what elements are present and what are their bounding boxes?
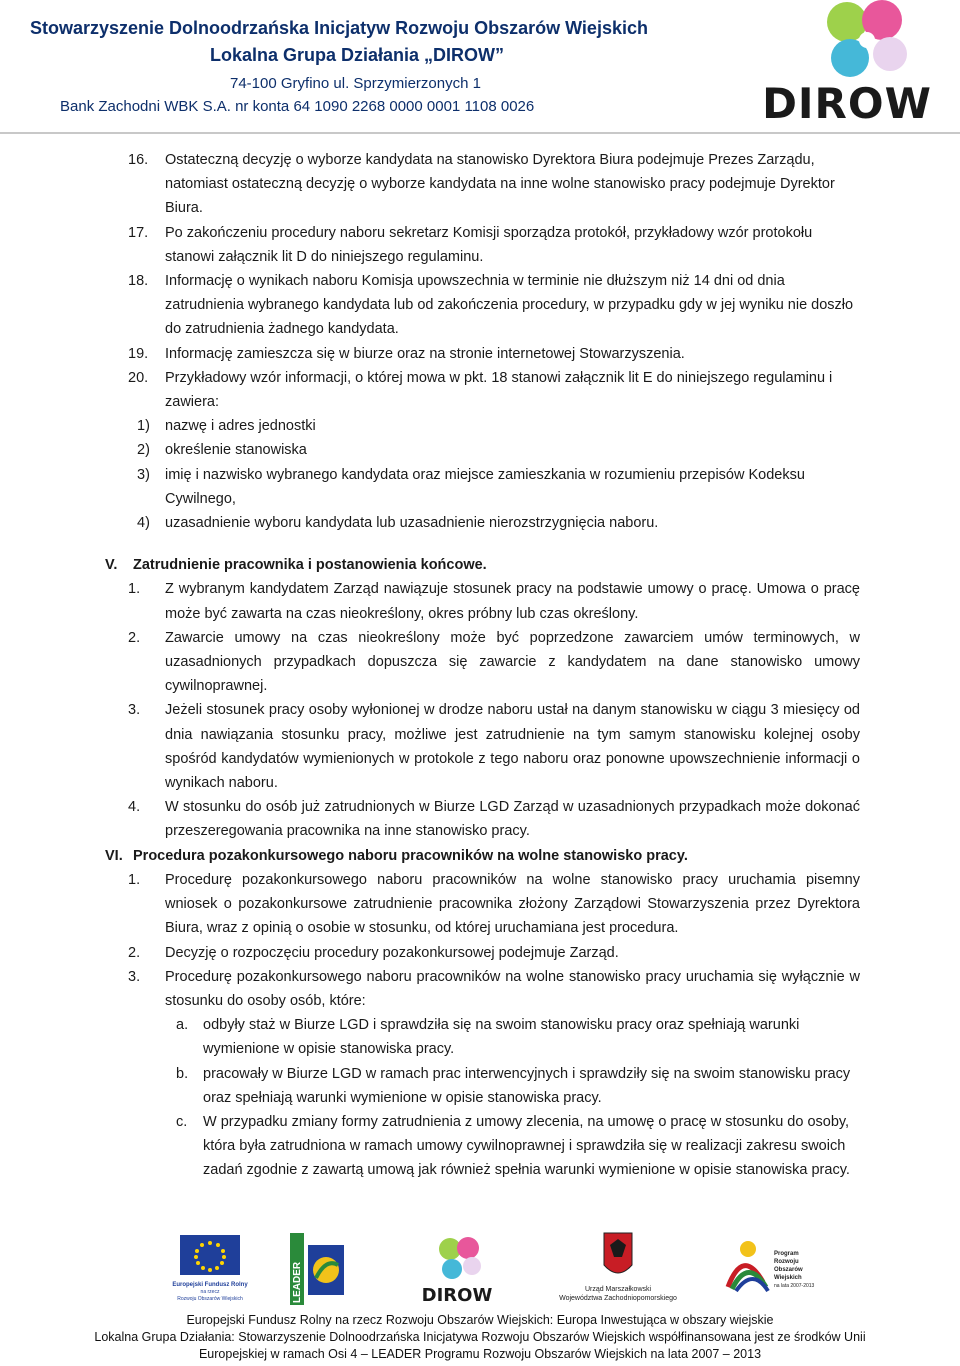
prow-logo [718,1227,828,1307]
info-contents-item-number: 2) [137,442,150,459]
section-5-item [0,626,960,699]
regulation-item-number: 17. [128,224,149,241]
section-6-sub-item-number: a. [176,1017,189,1034]
section-5-item-number: 4. [128,799,141,816]
info-contents-item [0,511,960,535]
regulation-item [0,221,960,269]
regulation-item-text: Przykładowy wzór informacji, o której mowa w pkt. 18 stanowi załącznik lit E do niniejszego regulaminu i zawiera: [165,369,833,411]
svg-text:Program: Program [774,1251,799,1257]
section-6-sub-item-number: c. [176,1113,188,1130]
regulation-item-text: Ostateczną decyzję o wyborze kandydata na stanowisko Dyrektora Biura podejmuje Prezes Zarządu, natomiast ostateczną decyzję o wyborze kandydata na inne wolne stanowisko pracy podejmuje Dyrektor Biura. [165,152,835,217]
section-5-item-text: Jeżeli stosunek pracy osoby wyłonionej w drodze naboru ustał na danym stanowisku w ciągu 3 miesięcy od dnia nawiązania stosunku pracy, możliwe jest zatrudnienie na tym samym stanowisku kolejnej osoby spośród kandydatów wymienionych w protokole z tego naboru oraz ponowne upowszechnienie informacji o wynikach naboru. [165,702,860,792]
bank-account: Bank Zachodni WBK S.A. nr konta 64 1090 2268 0000 0001 1108 0026 [60,98,535,115]
footer-logos [0,1225,960,1310]
section-6-item-text: Procedurę pozakonkursowego naboru pracowników na wolne stanowisko pracy uruchamia pisemny wniosek o pozakonkursowe zatrudnienie pracownika złożony Zarządowi Stowarzyszenia przez Dyrektora Biura, wraz z opinią o osobie w stosunku, od której uruchamiana jest procedura. [165,871,860,937]
org-name: Stowarzyszenie Dolnoodrzańska Inicjatyw Rozwoju Obszarów Wiejskich [30,18,648,38]
svg-text:Rozwoju: Rozwoju [774,1259,799,1265]
section-6-sub-item-text: pracowały w Biurze LGD w ramach prac interwencyjnych i sprawdziły się na swoim stanowisku pracy oraz spełniają warunki wymienione w opisie stanowiska pracy. [203,1065,851,1106]
footer-line-1: Europejski Fundusz Rolny na rzecz Rozwoju Obszarów Wiejskich: Europa Inwestująca w obszary wiejskie [186,1313,774,1327]
document-body [0,148,960,1183]
regulation-item [0,269,960,342]
section-6-item [0,941,960,965]
regulation-item-number: 16. [128,152,149,168]
header-divider [0,132,960,134]
footer-text [0,1312,960,1363]
section-5-item-number: 2. [128,629,141,646]
section-5-item [0,795,960,843]
info-contents-item-number: 3) [137,466,150,483]
svg-text:na lata 2007-2013: na lata 2007-2013 [774,1283,815,1289]
footer-line-3: Europejskiej w ramach Osi 4 – LEADER Programu Rozwoju Obszarów Wiejskich na lata 2007 – 2013 [198,1347,762,1361]
info-contents-item-text: uzasadnienie wyboru kandydata lub uzasadnienie nierozstrzygnięcia naboru. [165,515,659,532]
section-6-item [0,965,960,1013]
eu-flag-logo [160,1225,260,1305]
section-5-item [0,577,960,625]
dirow-footer-logo [412,1233,502,1308]
section-5-item [0,698,960,795]
section-5-heading: V. Zatrudnienie pracownika i postanowienia końcowe. [105,557,487,574]
info-contents-item-text: imię i nazwisko wybranego kandydata oraz miejsce zamieszkania w rozumieniu przepisów Kodeksu Cywilnego, [165,466,805,507]
section-5-item-text: Zawarcie umowy na czas nieokreślony może być poprzedzone zawarciem umów terminowych, w uzasadnionych przypadkach dopuszcza się zawarcie z kandydatem na dane stanowisko umowy cywilnoprawnej. [165,629,860,695]
section-6-sub-item [0,1062,960,1110]
section-6-item-number: 1. [128,871,141,888]
svg-text:na rzecz: na rzecz [200,1289,220,1295]
info-contents-item [0,463,960,511]
section-5-item-number: 3. [128,702,141,719]
svg-text:Wiejskich: Wiejskich [774,1275,802,1281]
leader-logo [290,1233,350,1308]
regulation-item [0,148,960,221]
info-contents-item-text: określenie stanowiska [165,442,307,459]
svg-text:DIROW: DIROW [762,79,932,128]
info-contents-item-number: 1) [137,418,150,435]
section-6-item-text: Decyzję o rozpoczęciu procedury pozakonkursowej podejmuje Zarząd. [165,944,619,961]
section-6-sub-item-text: odbyły staż w Biurze LGD i sprawdziła się na swoim stanowisku pracy oraz spełniają warunki wymienione w opisie stanowiska pracy. [203,1017,800,1058]
footer-line-2: Lokalna Grupa Działania: Stowarzyszenie Dolnoodrzańska Inicjatywa Rozwoju Obszarów Wiejskich współfinansowana jest ze środków Unii [94,1330,866,1344]
info-contents-item [0,438,960,462]
section-6-item-number: 2. [128,944,141,961]
regulation-item-text: Po zakończeniu procedury naboru sekretarz Komisji sporządza protokół, przykładowy wzór protokołu stanowi załącznik lit D do niniejszego regulaminu. [165,224,813,265]
svg-text:Województwa Zachodniopomorskie: Województwa Zachodniopomorskiego [559,1295,677,1302]
letterhead [0,0,960,132]
info-contents-item-number: 4) [137,515,150,532]
regulation-item-text: Informację o wynikach naboru Komisja upowszechnia w terminie nie dłuższym niż 14 dni od dnia zatrudnienia wybranego kandydata lub od zakończenia procedury, w przypadku gdy w jej wyniku nie doszło do zatrudnienia żadnego kandydata. [165,273,854,338]
lgd-name: Lokalna Grupa Działania „DIROW” [210,45,505,65]
svg-text:Urząd Marszałkowski: Urząd Marszałkowski [584,1286,652,1293]
section-5-item-number: 1. [128,581,141,598]
section-6-sub-item-number: b. [176,1065,189,1082]
address: 74-100 Gryfino ul. Sprzymierzonych 1 [230,75,481,92]
regulation-item [0,342,960,366]
svg-text:DIROW: DIROW [421,1285,493,1306]
regulation-item-text: Informację zamieszcza się w biurze oraz na stronie internetowej Stowarzyszenia. [165,345,685,362]
svg-text:LEADER: LEADER [292,1261,303,1303]
section-5-item-text: W stosunku do osób już zatrudnionych w Biurze LGD Zarząd w uzasadnionych przypadkach może dokonać przeszeregowania pracownika na inne stanowisko pracy. [165,799,860,840]
dirow-logo-icon [742,0,952,132]
info-contents-item-text: nazwę i adres jednostki [165,418,316,435]
section-6-item-number: 3. [128,968,141,985]
svg-text:Rozwoju Obszarów Wiejskich: Rozwoju Obszarów Wiejskich [177,1296,243,1302]
regulation-item-number: 19. [128,345,149,362]
section-6-item-text: Procedurę pozakonkursowego naboru pracowników na wolne stanowisko pracy uruchamia się wyłącznie w stosunku do osoby osób, które: [165,968,860,1009]
info-contents-item [0,414,960,438]
section-6-heading: VI. Procedura pozakonkursowego naboru pracowników na wolne stanowisko pracy. [105,847,688,864]
regulation-item-number: 18. [128,273,149,290]
section-5-item-text: Z wybranym kandydatem Zarząd nawiązuje stosunek pracy na podstawie umowy o pracę. Umowa o pracę może być zawarta na czas nieokreślony, okres próbny lub czas określony. [165,581,860,622]
section-6-sub-item [0,1013,960,1061]
section-6-sub-item [0,1110,960,1183]
section-6-sub-item-text: W przypadku zmiany formy zatrudnienia z umowy zlecenia, na umowę o pracę w stosunku do osoby, która była zatrudniona w ramach umowy cywilnoprawnej i sprawdziła się w realizacji zakresu swoich zadań zgodnie z zawartą umową jak również spełnia warunki wymienione w opisie stanowiska pracy. [203,1113,850,1179]
regulation-item-number: 20. [128,369,149,386]
section-6-item [0,868,960,941]
svg-text:Europejski Fundusz Rolny: Europejski Fundusz Rolny [172,1282,248,1288]
regulation-item [0,366,960,414]
svg-text:Obszarów: Obszarów [774,1267,803,1273]
urzad-marszalkowski-logo [548,1227,688,1307]
